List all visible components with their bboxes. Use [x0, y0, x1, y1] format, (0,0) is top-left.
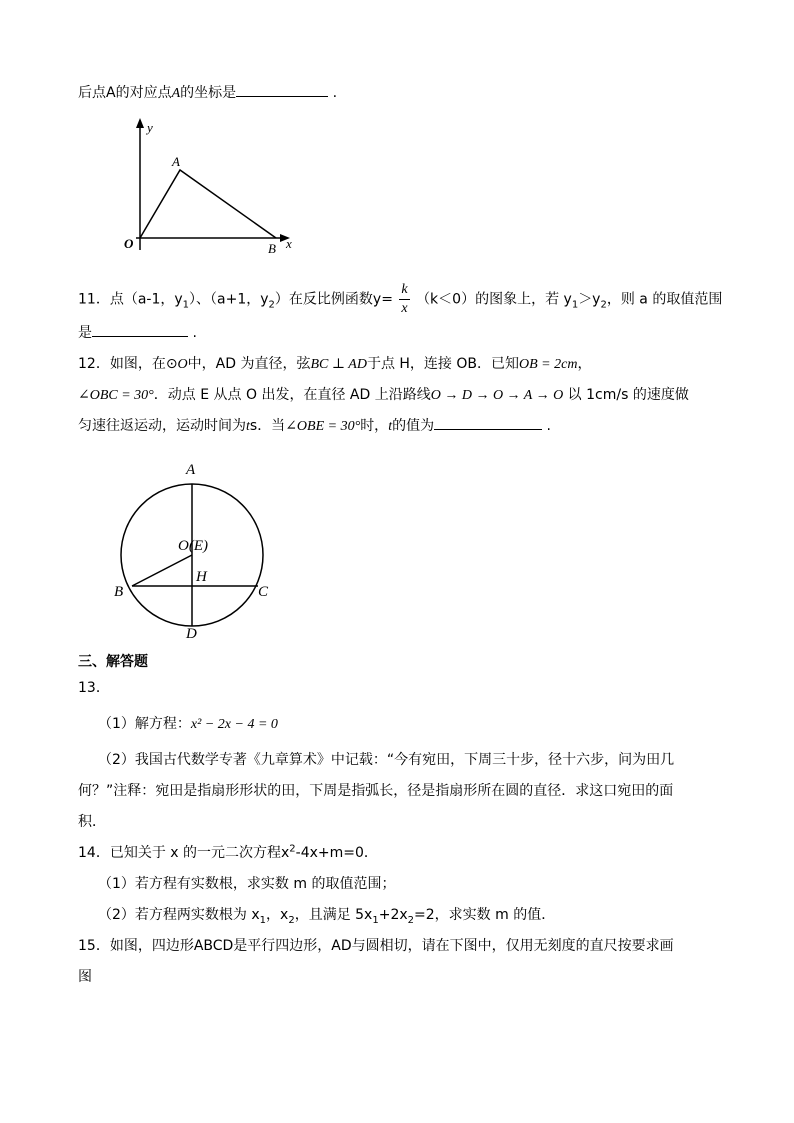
q14-part1: （1）若方程有实数根，求实数 m 的取值范围；	[98, 876, 396, 892]
answer-blank[interactable]	[92, 322, 188, 337]
section-heading: 三、解答题	[78, 654, 148, 670]
label-o: O	[124, 236, 134, 251]
q13-part2-line2: 何？”注释：宛田是指扇形形状的田，下周是指弧长，径是指扇形所在圆的直径．求这口宛田的面	[78, 783, 674, 799]
answer-blank[interactable]	[236, 82, 328, 97]
q15-line2: 图	[78, 969, 92, 985]
figure-circle	[108, 456, 278, 646]
q13-part2-line3: 积．	[78, 814, 106, 830]
q12-line3: 匀速往返运动，运动时间为ts．当∠OBE = 30°时，t的值为 .	[78, 415, 551, 435]
q11-line1: 11．点（a-1，$y_1$）、（a+1，$y_2$）在反比例函数y= $\frac{k}{x}$ （k＜0）的图象上，若 $y_1>y_2$，则 a 的取值范围	[78, 282, 723, 316]
label-d: D	[186, 626, 197, 642]
q13-part1: （1）解方程：x² − 2x − 4 = 0	[98, 716, 278, 732]
label-c: C	[258, 584, 269, 600]
label-a: A	[172, 154, 180, 169]
label-h: H	[196, 569, 207, 585]
label-y: y	[147, 120, 153, 135]
q14-stem: 14．已知关于 x 的一元二次方程$x^2-4x+m=0$．	[78, 843, 378, 861]
q11-line2: 是 .	[78, 322, 197, 342]
label-o-e: O(E)	[178, 538, 208, 554]
q12-line1: 12．如图，在⊙O中，AD 为直径，弦BC ⊥ AD于点 H，连接 OB．已知OB = 2cm，	[78, 356, 592, 372]
label-b: B	[268, 241, 276, 256]
q12-line2: ∠OBC = 30°．动点 E 从点 O 出发，在直径 AD 上沿路线O → D → O → A → O 以 1cm/s 的速度做	[78, 387, 689, 403]
y-axis-arrow	[136, 118, 144, 128]
answer-blank[interactable]	[434, 415, 542, 430]
q13-number: 13．	[78, 680, 110, 696]
label-a: A	[186, 462, 196, 478]
segment-ob	[132, 555, 192, 586]
q13-part2-line1: （2）我国古代数学专著《九章算术》中记载：“今有宛田，下周三十步，径十六步，问为田几	[98, 752, 675, 768]
q15-line1: 15．如图，四边形ABCD是平行四边形，AD与圆相切，请在下图中，仅用无刻度的直尺按要求画	[78, 938, 674, 954]
q14-part2: （2）若方程两实数根为 $x_1$，$x_2$，且满足 $5x_1+2x_2=2$，求实数 m 的值．	[98, 907, 556, 926]
figure-triangle-axes	[108, 110, 308, 260]
fraction-k-over-x: $\frac{k}{x}$	[401, 282, 408, 316]
q10-tail-line: 后点A的对应点A的坐标是 .	[78, 82, 337, 102]
label-b: B	[114, 584, 124, 600]
triangle-oab	[140, 170, 276, 238]
label-x: x	[286, 236, 292, 251]
